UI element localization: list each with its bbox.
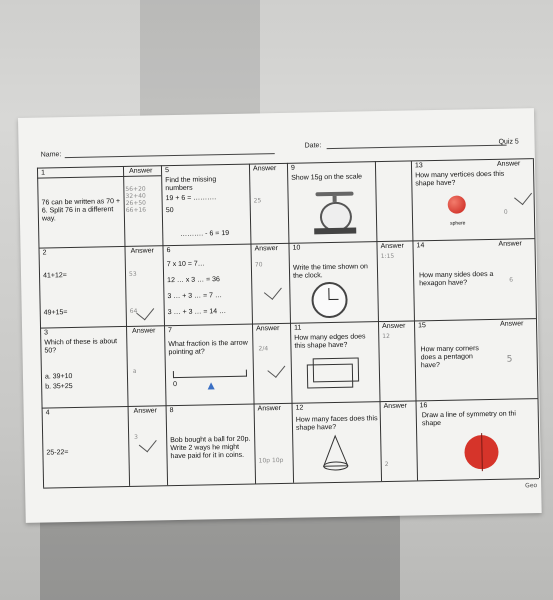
q15-text: How many corners does a pentagon have? — [420, 345, 479, 370]
q5-line-1: 19 + 6 = ………. — [165, 194, 217, 203]
q6-number: 6 — [166, 247, 171, 255]
q3-handwriting: a — [132, 367, 137, 375]
q1-text: 76 can be written as 70 + 6. Split 76 in a different way. — [41, 198, 121, 223]
q6-handwriting: 70 — [254, 261, 263, 269]
q11-handwriting: 12 — [382, 332, 390, 341]
q4-text: 25-22= — [46, 449, 69, 457]
q8-number: 8 — [169, 407, 174, 415]
q12-number: 12 — [295, 404, 304, 412]
q16-text: Draw a line of symmetry on thi shape — [421, 410, 516, 428]
cone-icon — [320, 434, 351, 475]
q12-text: How many faces does this shape have? — [295, 415, 378, 432]
q13-number: 13 — [414, 162, 423, 170]
q4-handwriting: 3 — [134, 433, 139, 441]
worksheet-paper — [18, 108, 542, 523]
date-line — [327, 145, 507, 149]
q13-answer-label: Answer — [496, 160, 521, 168]
q5-handwriting: 25 — [253, 197, 262, 205]
tick-mark — [267, 359, 285, 378]
q9-text: Show 15g on the scale — [291, 173, 363, 182]
q10-number: 10 — [292, 244, 301, 252]
q11-number: 11 — [294, 324, 302, 332]
arrow-up-icon: ▲ — [205, 378, 218, 393]
q8-text: Bob bought a ball for 20p. Write 2 ways he might have paid for it in coins. — [170, 435, 251, 461]
name-label: Name: — [40, 151, 62, 159]
q6-line-2: 12 … x 3 … = 36 — [167, 276, 220, 285]
q14-text: How many sides does a hexagon have? — [419, 270, 494, 288]
q8-handwriting: 10p 10p — [258, 456, 284, 465]
q4-answer-label: Answer — [133, 407, 158, 415]
q6-line-3: 3 … + 3 … = 7 … — [167, 292, 222, 301]
q5-line-2: 50 — [165, 207, 174, 215]
q5-answer-label: Answer — [252, 165, 277, 173]
q7-zero-label: 0 — [173, 380, 178, 389]
q13-handwriting: 0 — [503, 208, 508, 216]
q3-number: 3 — [44, 329, 49, 337]
name-line — [65, 153, 275, 158]
q3-option-b: b. 35+25 — [45, 383, 73, 391]
q13-shape-label: sphere — [450, 220, 466, 227]
q1-handwriting: 56+20 32+40 26+50 66+16 — [125, 185, 147, 214]
q6-line-4: 3 … + 3 … = 14 … — [167, 308, 227, 317]
q7-number: 7 — [168, 327, 173, 335]
grid-border-top — [37, 158, 533, 169]
q5-number: 5 — [164, 167, 170, 175]
q14-handwriting: 6 — [509, 276, 514, 284]
q11-answer-label: Answer — [382, 322, 406, 331]
tick-mark — [514, 187, 532, 206]
q9-number: 9 — [290, 164, 295, 172]
q14-answer-label: Answer — [498, 240, 522, 248]
footer-mark: Geo — [525, 482, 538, 490]
scale-icon — [313, 192, 356, 237]
q14-number: 14 — [416, 242, 425, 250]
q1-number: 1 — [40, 169, 46, 177]
q2-handwriting-1: 53 — [128, 270, 137, 278]
q16-number: 16 — [419, 402, 428, 410]
q7-text: What fraction is the arrow pointing at? — [168, 339, 248, 357]
q15-number: 15 — [417, 322, 426, 330]
cuboid-top — [313, 358, 359, 383]
q5-line-3: ………. - 6 = 19 — [180, 229, 230, 238]
tick-mark — [264, 281, 282, 300]
grid-row-line-1 — [38, 238, 534, 249]
q12-handwriting: 2 — [384, 460, 389, 469]
q6-answer-label: Answer — [254, 245, 278, 253]
q15-handwriting: 5 — [506, 354, 513, 365]
q3-answer-label: Answer — [132, 327, 156, 335]
q5-text: Find the missing numbers — [165, 176, 217, 193]
q11-text: How many edges does this shape have? — [294, 333, 366, 350]
q2-text-2: 49+15= — [43, 309, 68, 317]
q2-handwriting-2: 64 — [129, 307, 138, 315]
sphere-icon — [448, 195, 466, 213]
tick-mark — [136, 302, 154, 321]
q7-number-line — [173, 370, 247, 378]
tick-mark — [139, 434, 157, 453]
q15-answer-label: Answer — [499, 320, 524, 328]
clock-icon — [311, 282, 348, 319]
q6-line-1: 7 x 10 = 7… — [166, 260, 205, 269]
q10-text: Write the time shown on the clock. — [292, 263, 368, 280]
date-label: Date: — [304, 142, 322, 150]
quiz-label: Quiz 5 — [498, 138, 519, 146]
q12-answer-label: Answer — [383, 402, 408, 411]
q3-option-a: a. 39+10 — [44, 373, 73, 381]
grid-border-bottom — [43, 478, 539, 489]
q8-answer-label: Answer — [257, 405, 282, 413]
q3-text: Which of these is about 50? — [44, 338, 118, 355]
grid-row-line-2 — [40, 318, 536, 329]
q4-number: 4 — [45, 409, 50, 417]
q2-number: 2 — [42, 249, 47, 257]
q7-handwriting: 2/4 — [258, 345, 269, 353]
grid-row-line-3 — [42, 398, 538, 409]
q2-text-1: 41+12= — [42, 272, 67, 280]
answer-row-line — [37, 175, 161, 178]
q10-answer-label: Answer — [380, 242, 404, 251]
q2-answer-label: Answer — [130, 247, 154, 255]
q1-answer-label: Answer — [128, 167, 153, 175]
q13-text: How many vertices does this shape have? — [415, 170, 505, 188]
q7-answer-label: Answer — [256, 325, 280, 333]
q10-handwriting: 1:15 — [380, 252, 395, 261]
